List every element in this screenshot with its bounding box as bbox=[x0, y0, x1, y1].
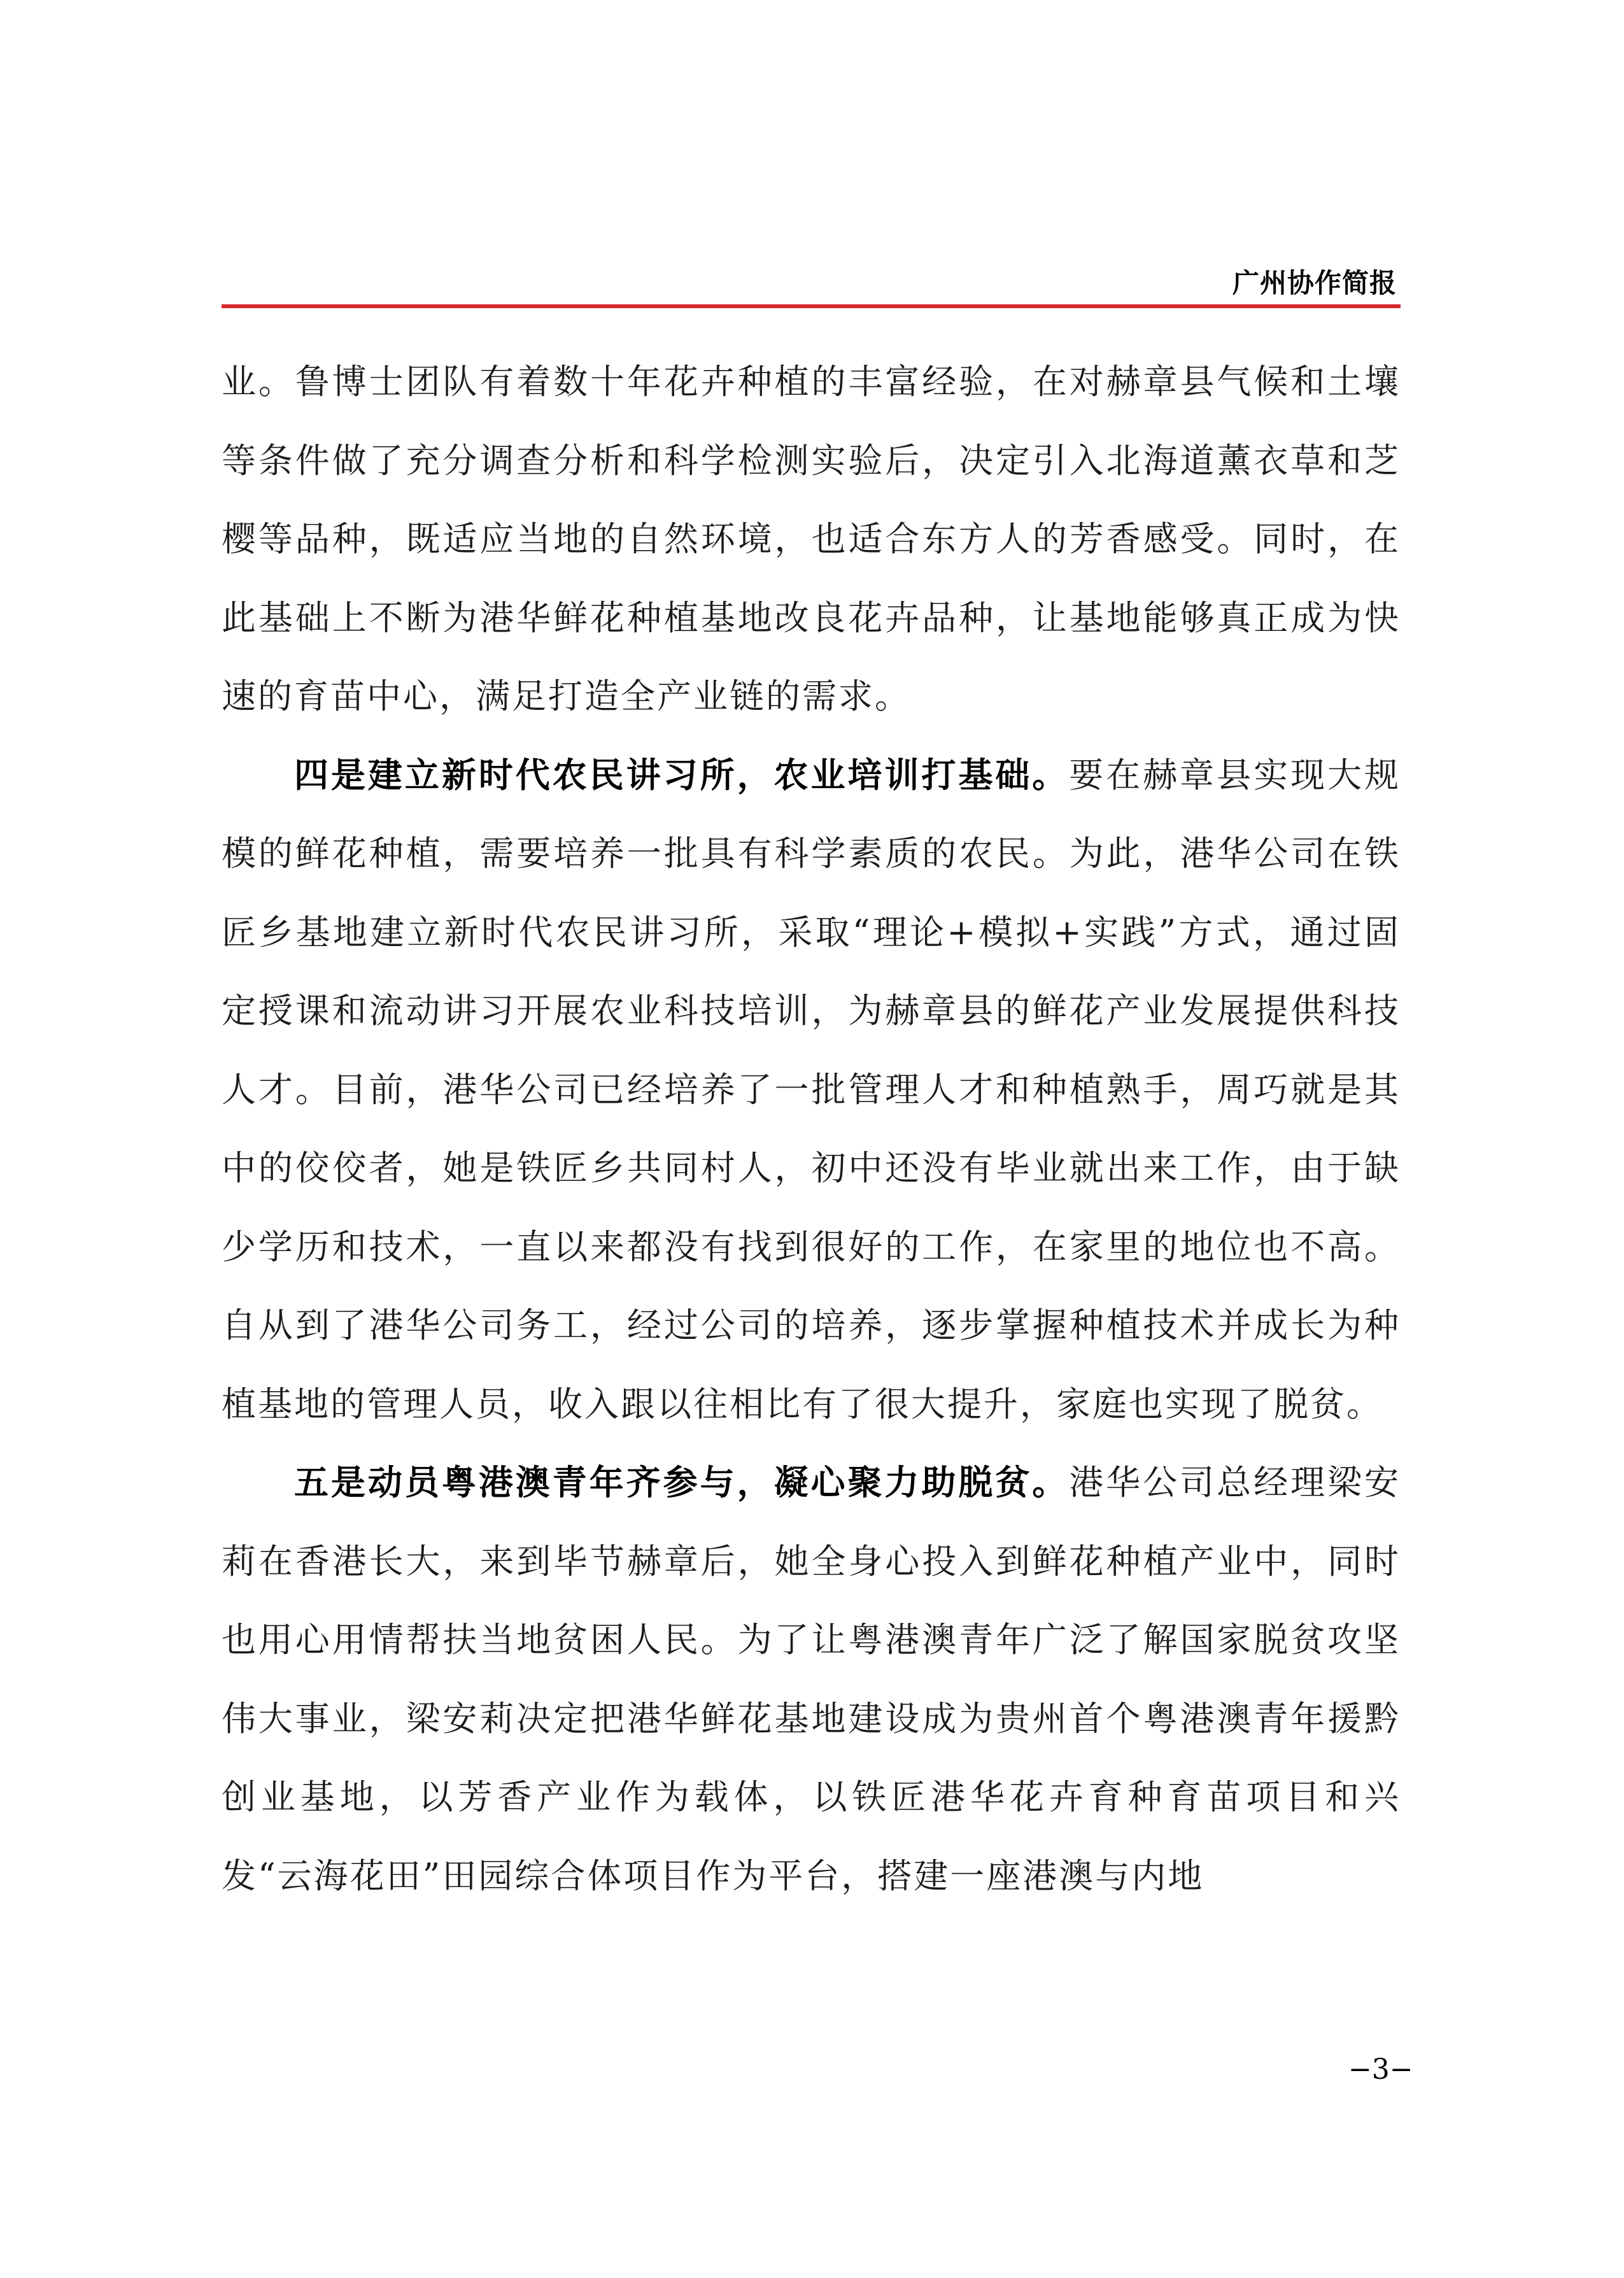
paragraph-3-lead: 五是动员粤港澳青年齐参与，凝心聚力助脱贫。 bbox=[294, 1462, 1070, 1503]
paragraph-3-text: 港华公司总经理梁安莉在香港长大，来到毕节赫章后，她全身心投入到鲜花种植产业中，同时也用心用情帮扶当地贫困人民。为了让粤港澳青年广泛了解国家脱贫攻坚伟大事业，梁安莉决定把港华鲜花基地建设成为贵州首个粤港澳青年援黔创业基地，以芳香产业作为载体，以铁匠港华花卉育种育苗项目和兴发“云海花田”田园综合体项目作为平台，搭建一座港澳与内地 bbox=[222, 1462, 1401, 1896]
body-text bbox=[222, 343, 1401, 1915]
paragraph-1: 业。鲁博士团队有着数十年花卉种植的丰富经验，在对赫章县气候和土壤等条件做了充分调查分析和科学检测实验后，决定引入北海道薰衣草和芝樱等品种，既适应当地的自然环境，也适合东方人的芳香感受。同时，在此基础上不断为港华鲜花种植基地改良花卉品种，让基地能够真正成为快速的育苗中心，满足打造全产业链的需求。 bbox=[222, 362, 1401, 716]
header-divider bbox=[222, 304, 1401, 308]
paragraph-3 bbox=[222, 1443, 1401, 1915]
paragraph-2-text: 要在赫章县实现大规模的鲜花种植，需要培养一批具有科学素质的农民。为此，港华公司在铁匠乡基地建立新时代农民讲习所，采取“理论+模拟+实践”方式，通过固定授课和流动讲习开展农业科技培训，为赫章县的鲜花产业发展提供科技人才。目前，港华公司已经培养了一批管理人才和种植熟手，周巧就是其中的佼佼者，她是铁匠乡共同村人，初中还没有毕业就出来工作，由于缺少学历和技术，一直以来都没有找到很好的工作，在家里的地位也不高。自从到了港华公司务工，经过公司的培养，逐步掌握种植技术并成长为种植基地的管理人员，收入跟以往相比有了很大提升，家庭也实现了脱贫。 bbox=[222, 754, 1401, 1424]
paragraph-2-lead: 四是建立新时代农民讲习所，农业培训打基础。 bbox=[294, 754, 1070, 795]
paragraph-2 bbox=[222, 736, 1401, 1444]
header-title: 广州协作简报 bbox=[1232, 267, 1397, 299]
page-number: −3− bbox=[1348, 2053, 1413, 2086]
